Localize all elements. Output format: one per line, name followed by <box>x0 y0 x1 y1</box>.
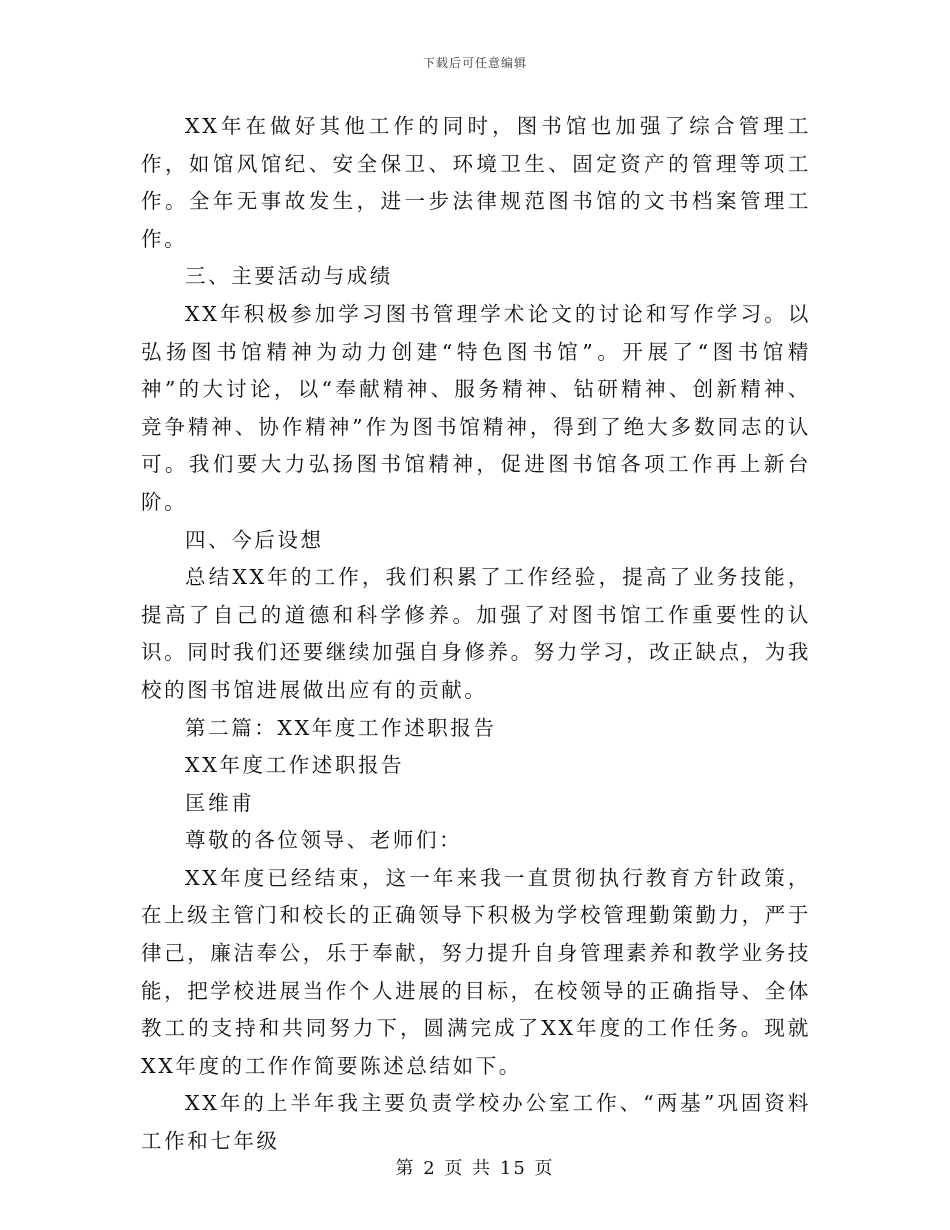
footer-suffix: 页 <box>534 1158 555 1179</box>
paragraph-annual-summary: XX年度已经结束，这一年来我一直贯彻执行教育方针政策，在上级主管门和校长的正确领导下积极为学校管理勤策勤力，严于律己，廉洁奉公，乐于奉献，努力提升自身管理素养和教学业务技能，把学校进展当作个人进展的目标，在校领导的正确指导、全体教工的支持和共同努力下，圆满完成了XX年度的工作任务。现就XX年度的工作作简要陈述总结如下。 <box>141 865 811 1078</box>
footer-total-word: 共 <box>472 1158 493 1179</box>
footer-current-page: 2 <box>423 1158 437 1179</box>
footer-total-pages: 15 <box>499 1158 527 1179</box>
section-heading-activities: 三、主要活动与成绩 <box>185 264 393 289</box>
paragraph-activities-achievements: XX年积极参加学习图书管理学术论文的讨论和写作学习。以弘扬图书馆精神为动力创建“特色图书馆”。开展了“图书馆精神”的大讨论，以“奉献精神、服务精神、钻研精神、创新精神、竞争精神、协作精神”作为图书馆精神，得到了绝大多数同志的认可。我们要大力弘扬图书馆精神，促进图书馆各项工作再上新台阶。 <box>141 301 811 514</box>
footer-prefix: 第 <box>395 1158 416 1179</box>
paragraph-comprehensive-management: XX年在做好其他工作的同时，图书馆也加强了综合管理工作，如馆风馆纪、安全保卫、环境卫生、固定资产的管理等项工作。全年无事故发生，进一步法律规范图书馆的文书档案管理工作。 <box>141 114 811 251</box>
page-footer <box>0 1154 950 1180</box>
chapter-heading-second: 第二篇：XX年度工作述职报告 <box>185 715 497 740</box>
author-name: 匡维甫 <box>185 790 255 815</box>
page-header-note: 下载后可任意编辑 <box>422 56 527 70</box>
report-title: XX年度工作述职报告 <box>185 753 405 778</box>
section-heading-future-plans: 四、今后设想 <box>185 527 324 552</box>
document-body <box>141 108 811 1161</box>
paragraph-future-plans: 总结XX年的工作，我们积累了工作经验，提高了业务技能，提高了自己的道德和科学修养。加强了对图书馆工作重要性的认识。同时我们还要继续加强自身修养。努力学习，改正缺点，为我校的图书馆进展做出应有的贡献。 <box>141 565 811 702</box>
paragraph-first-half-year: XX年的上半年我主要负责学校办公室工作、“两基”巩固资料工作和七年级 <box>141 1091 811 1154</box>
salutation: 尊敬的各位领导、老师们： <box>185 828 463 853</box>
footer-page-word: 页 <box>444 1158 465 1179</box>
